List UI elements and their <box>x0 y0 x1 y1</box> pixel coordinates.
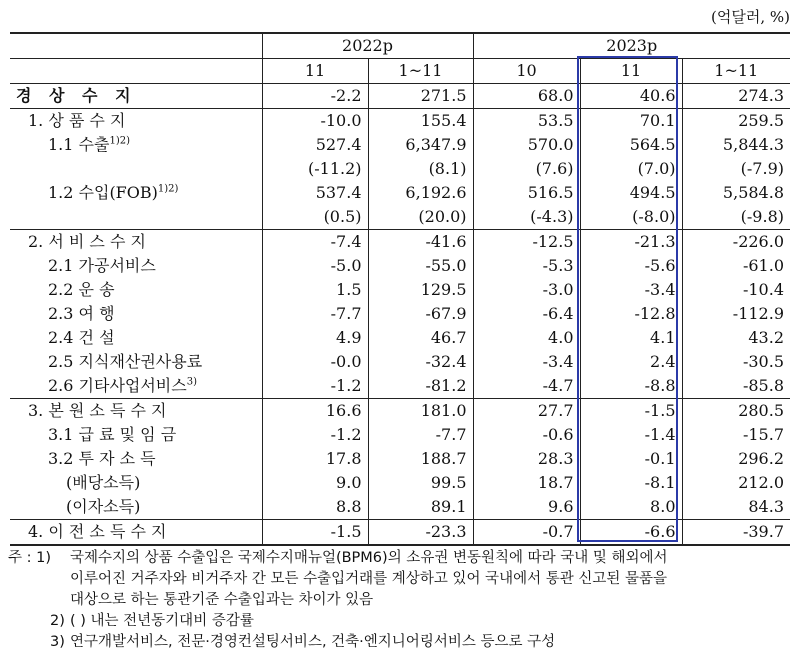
note-2-prefix: 2) <box>50 613 65 629</box>
row-label <box>10 495 262 520</box>
value-cell: (-11.2) <box>262 157 368 181</box>
header-month-row <box>10 59 790 84</box>
row-label <box>10 157 262 181</box>
note-3-prefix: 3) <box>50 634 65 650</box>
value-cell: -5.3 <box>473 254 580 278</box>
value-cell: -1.2 <box>262 423 368 447</box>
value-cell: -39.7 <box>682 520 790 546</box>
value-cell: 8.0 <box>580 495 682 520</box>
value-cell: -21.3 <box>580 230 682 255</box>
month-header: 11 <box>580 59 682 84</box>
value-cell: 17.8 <box>262 447 368 471</box>
row-label-text: 3. 본 원 소 득 수 지 <box>28 401 167 420</box>
row-label <box>10 399 262 424</box>
value-cell: 28.3 <box>473 447 580 471</box>
table-row <box>10 109 790 134</box>
value-cell: -1.5 <box>580 399 682 424</box>
value-cell: -15.7 <box>682 423 790 447</box>
header-corner <box>10 33 262 59</box>
value-cell: 99.5 <box>368 471 473 495</box>
value-cell: 296.2 <box>682 447 790 471</box>
value-cell: (8.1) <box>368 157 473 181</box>
value-cell: -1.4 <box>580 423 682 447</box>
value-cell: 6,192.6 <box>368 181 473 205</box>
value-cell: 259.5 <box>682 109 790 134</box>
table-row <box>10 447 790 471</box>
value-cell: 271.5 <box>368 84 473 109</box>
value-cell: 8.8 <box>262 495 368 520</box>
table-row <box>10 254 790 278</box>
year-header-2023: 2023p <box>473 33 790 59</box>
value-cell: 527.4 <box>262 133 368 157</box>
balance-of-payments-table <box>10 32 790 546</box>
month-header: 1~11 <box>682 59 790 84</box>
value-cell: -7.7 <box>368 423 473 447</box>
row-label <box>10 278 262 302</box>
value-cell: (0.5) <box>262 205 368 230</box>
table-row <box>10 181 790 205</box>
value-cell: -0.6 <box>473 423 580 447</box>
value-cell: 188.7 <box>368 447 473 471</box>
unit-label: (억달러, %) <box>711 8 790 26</box>
value-cell: -0.0 <box>262 350 368 374</box>
value-cell: -12.5 <box>473 230 580 255</box>
note-3-text: 연구개발서비스, 전문·경영컨설팅서비스, 건축·엔지니어링서비스 등으로 구성 <box>70 634 556 650</box>
value-cell: 516.5 <box>473 181 580 205</box>
value-cell: 4.1 <box>580 326 682 350</box>
value-cell: 18.7 <box>473 471 580 495</box>
value-cell: -8.1 <box>580 471 682 495</box>
value-cell: 9.6 <box>473 495 580 520</box>
value-cell: -7.7 <box>262 302 368 326</box>
row-label-text: 1.2 수입(FOB) <box>48 183 158 202</box>
value-cell: -1.5 <box>262 520 368 546</box>
row-label <box>10 423 262 447</box>
value-cell: 16.6 <box>262 399 368 424</box>
value-cell: -85.8 <box>682 374 790 399</box>
table-row <box>10 205 790 230</box>
value-cell: -5.0 <box>262 254 368 278</box>
row-label-text: 경 상 수 지 <box>16 86 137 105</box>
footnote-marker: 1)2) <box>109 135 130 147</box>
value-cell: -10.4 <box>682 278 790 302</box>
note-1-prefix: 주 : 1) <box>8 550 51 566</box>
value-cell: -6.4 <box>473 302 580 326</box>
table-row <box>10 157 790 181</box>
value-cell: -1.2 <box>262 374 368 399</box>
value-cell: 6,347.9 <box>368 133 473 157</box>
value-cell: 155.4 <box>368 109 473 134</box>
value-cell: 27.7 <box>473 399 580 424</box>
value-cell: 181.0 <box>368 399 473 424</box>
value-cell: 212.0 <box>682 471 790 495</box>
row-label <box>10 181 262 205</box>
value-cell: 5,844.3 <box>682 133 790 157</box>
month-header: 10 <box>473 59 580 84</box>
value-cell: -30.5 <box>682 350 790 374</box>
row-label-text: 2.1 가공서비스 <box>48 256 156 275</box>
table-row <box>10 230 790 255</box>
value-cell: 274.3 <box>682 84 790 109</box>
value-cell: 5,584.8 <box>682 181 790 205</box>
row-label-text: 1.1 수출 <box>48 135 110 154</box>
value-cell: -81.2 <box>368 374 473 399</box>
value-cell: -3.0 <box>473 278 580 302</box>
footnote-marker: 3) <box>186 376 197 388</box>
value-cell: (7.6) <box>473 157 580 181</box>
row-label-text: (배당소득) <box>66 473 141 492</box>
value-cell: 564.5 <box>580 133 682 157</box>
value-cell: 84.3 <box>682 495 790 520</box>
value-cell: -226.0 <box>682 230 790 255</box>
header-year-row <box>10 33 790 59</box>
row-label <box>10 350 262 374</box>
value-cell: 68.0 <box>473 84 580 109</box>
table-row <box>10 326 790 350</box>
row-label-text: 3.2 투 자 소 득 <box>48 449 156 468</box>
value-cell: -5.6 <box>580 254 682 278</box>
value-cell: 70.1 <box>580 109 682 134</box>
value-cell: -7.4 <box>262 230 368 255</box>
value-cell: -0.7 <box>473 520 580 546</box>
table-row <box>10 471 790 495</box>
table-row <box>10 84 790 109</box>
value-cell: (-7.9) <box>682 157 790 181</box>
value-cell: 2.4 <box>580 350 682 374</box>
value-cell: -23.3 <box>368 520 473 546</box>
value-cell: 46.7 <box>368 326 473 350</box>
value-cell: 4.0 <box>473 326 580 350</box>
table-row <box>10 350 790 374</box>
footnote-marker: 1)2) <box>157 183 179 195</box>
value-cell: -55.0 <box>368 254 473 278</box>
table-row <box>10 423 790 447</box>
row-label-text: 1. 상 품 수 지 <box>28 111 126 130</box>
year-header-2022: 2022p <box>262 33 473 59</box>
value-cell: 4.9 <box>262 326 368 350</box>
table-row <box>10 374 790 399</box>
row-label <box>10 84 262 109</box>
value-cell: (20.0) <box>368 205 473 230</box>
table-row <box>10 133 790 157</box>
value-cell: -8.8 <box>580 374 682 399</box>
value-cell: 1.5 <box>262 278 368 302</box>
table-row <box>10 302 790 326</box>
row-label-text: 3.1 급 료 및 임 금 <box>48 425 177 444</box>
value-cell: -3.4 <box>473 350 580 374</box>
value-cell: (-4.3) <box>473 205 580 230</box>
value-cell: -32.4 <box>368 350 473 374</box>
note-1-line-2: 이루어진 거주자와 비거주자 간 모든 수출입거래를 계상하고 있어 국내에서 통관 신고된 물품을 <box>70 571 667 587</box>
row-label <box>10 109 262 134</box>
row-label-text: 2.3 여 행 <box>48 304 115 323</box>
note-1-line-3: 대상으로 하는 통관기준 수출입과는 차이가 있음 <box>70 592 374 608</box>
value-cell: 9.0 <box>262 471 368 495</box>
note-1-line-1: 국제수지의 상품 수출입은 국제수지매뉴얼(BPM6)의 소유권 변동원칙에 따라 국내 및 해외에서 <box>70 550 668 566</box>
value-cell: 40.6 <box>580 84 682 109</box>
row-label-text: 2.5 지식재산권사용료 <box>48 352 203 371</box>
row-label-text: 2. 서 비 스 수 지 <box>28 232 146 251</box>
table-row <box>10 399 790 424</box>
row-label <box>10 230 262 255</box>
row-label <box>10 326 262 350</box>
month-header: 11 <box>262 59 368 84</box>
value-cell: 280.5 <box>682 399 790 424</box>
value-cell: -67.9 <box>368 302 473 326</box>
row-label <box>10 302 262 326</box>
value-cell: 537.4 <box>262 181 368 205</box>
row-label-text: 2.4 건 설 <box>48 328 115 347</box>
value-cell: 53.5 <box>473 109 580 134</box>
row-label <box>10 205 262 230</box>
value-cell: -6.6 <box>580 520 682 546</box>
row-label <box>10 520 262 546</box>
header-corner-2 <box>10 59 262 84</box>
value-cell: 89.1 <box>368 495 473 520</box>
value-cell: 494.5 <box>580 181 682 205</box>
table-row <box>10 495 790 520</box>
table-row <box>10 278 790 302</box>
value-cell: -112.9 <box>682 302 790 326</box>
value-cell: (-8.0) <box>580 205 682 230</box>
value-cell: 129.5 <box>368 278 473 302</box>
value-cell: 43.2 <box>682 326 790 350</box>
value-cell: -2.2 <box>262 84 368 109</box>
value-cell: -4.7 <box>473 374 580 399</box>
value-cell: (7.0) <box>580 157 682 181</box>
value-cell: -41.6 <box>368 230 473 255</box>
row-label-text: 4. 이 전 소 득 수 지 <box>28 522 167 541</box>
value-cell: -10.0 <box>262 109 368 134</box>
row-label <box>10 374 262 399</box>
value-cell: (-9.8) <box>682 205 790 230</box>
month-header: 1~11 <box>368 59 473 84</box>
row-label <box>10 133 262 157</box>
value-cell: -0.1 <box>580 447 682 471</box>
table-row <box>10 520 790 546</box>
value-cell: -12.8 <box>580 302 682 326</box>
row-label-text: 2.2 운 송 <box>48 280 115 299</box>
value-cell: 570.0 <box>473 133 580 157</box>
value-cell: -3.4 <box>580 278 682 302</box>
row-label <box>10 471 262 495</box>
note-2-text: ( ) 내는 전년동기대비 증감률 <box>70 613 254 629</box>
row-label <box>10 254 262 278</box>
row-label-text: 2.6 기타사업서비스 <box>48 376 187 395</box>
row-label <box>10 447 262 471</box>
value-cell: -61.0 <box>682 254 790 278</box>
row-label-text: (이자소득) <box>66 497 141 516</box>
